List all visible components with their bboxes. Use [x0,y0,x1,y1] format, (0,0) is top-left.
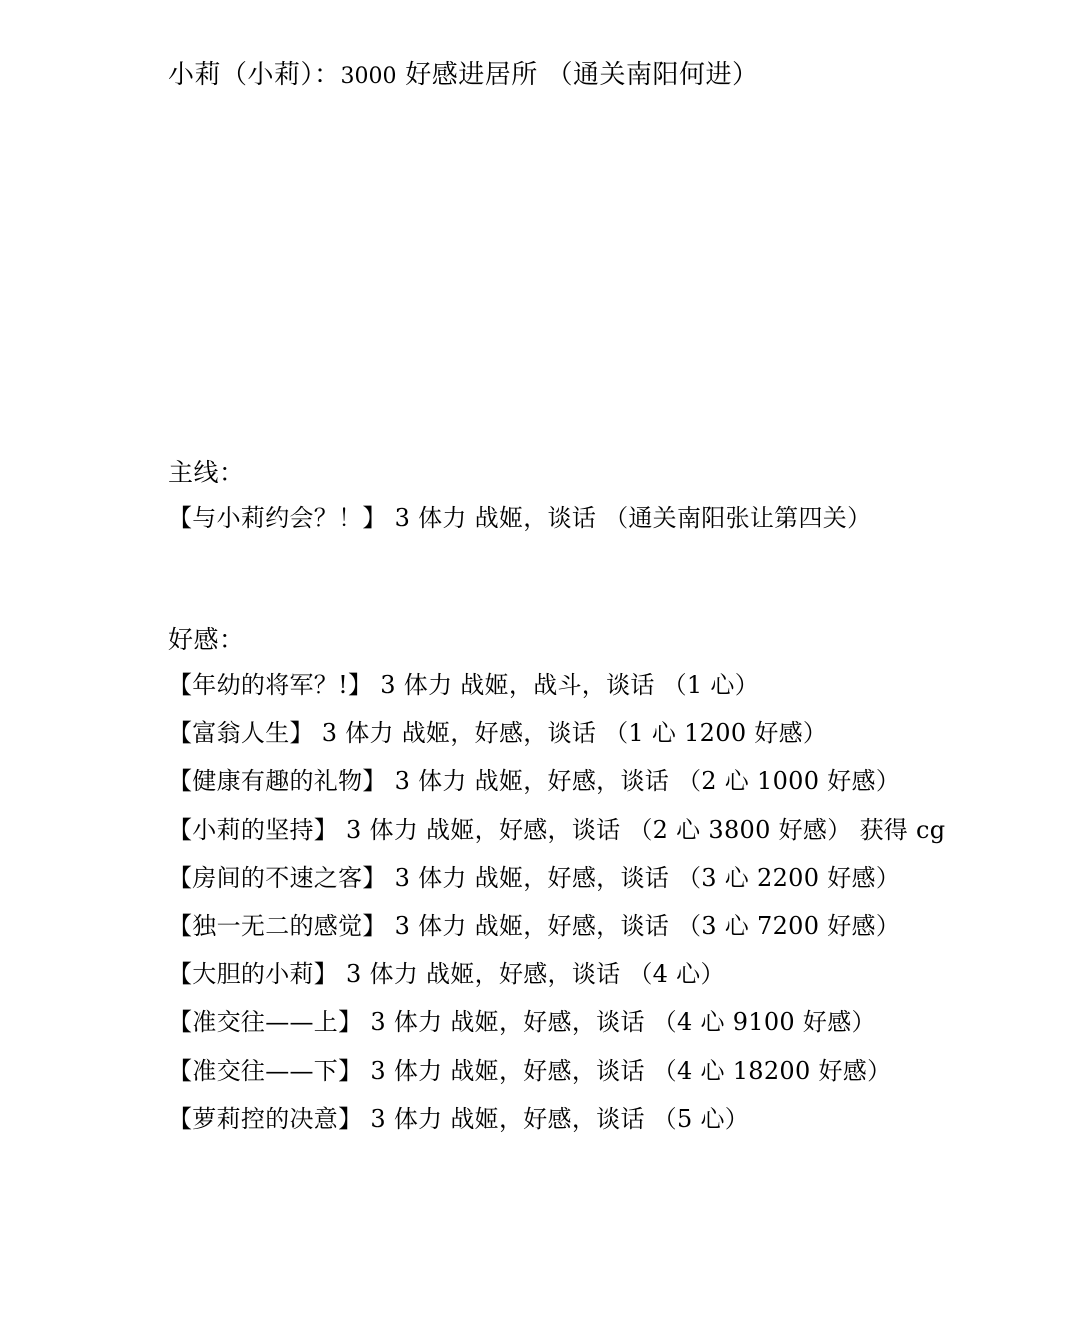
entry-affinity-9: 【准交往——下】 3 体力 战姬，好感，谈话 （4 心 18200 好感） [168,1056,892,1085]
entry-affinity-1: 【年幼的将军？!】 3 体力 战姬，战斗，谈话 （1 心） [168,671,760,699]
section-main-line [168,455,998,548]
entry-affinity-8: 【准交往——上】 3 体力 战姬，好感，谈话 （4 心 9100 好感） [168,1008,876,1037]
image-placeholder-area [168,120,928,440]
entry-affinity-3: 【健康有趣的礼物】 3 体力 战姬，好感，谈话 （2 心 1000 好感） [168,767,901,796]
entry-affinity-7: 【大胆的小莉】 3 体力 战姬，好感，谈话 （4 心） [168,960,725,989]
title-character-name: 小莉（小莉）： [168,60,341,90]
entry-affinity-4: 【小莉的坚持】 3 体力 战姬，好感，谈话 （2 心 3800 好感） 获得 cg [168,815,946,844]
section-heading-affinity: 好感： [168,625,245,654]
section-heading-main-line: 主线： [168,458,245,487]
entry-main-line-1: 【与小莉约会？！】 3 体力 战姬，谈话 （通关南阳张让第四关） [168,504,872,532]
entry-affinity-2: 【富翁人生】 3 体力 战姬，好感，谈话 （1 心 1200 好感） [168,719,828,748]
title-tail: 好感进居所 （通关南阳何进） [405,60,759,90]
entry-affinity-5: 【房间的不速之客】 3 体力 战姬，好感，谈话 （3 心 2200 好感） [168,863,901,892]
title-affinity-value: 3000 [340,64,397,89]
page-title [168,58,759,93]
entry-affinity-6: 【独一无二的感觉】 3 体力 战姬，好感，谈话 （3 心 7200 好感） [168,911,901,940]
entry-affinity-10: 【萝莉控的决意】 3 体力 战姬，好感，谈话 （5 心） [168,1104,750,1133]
section-affinity [168,622,998,1149]
